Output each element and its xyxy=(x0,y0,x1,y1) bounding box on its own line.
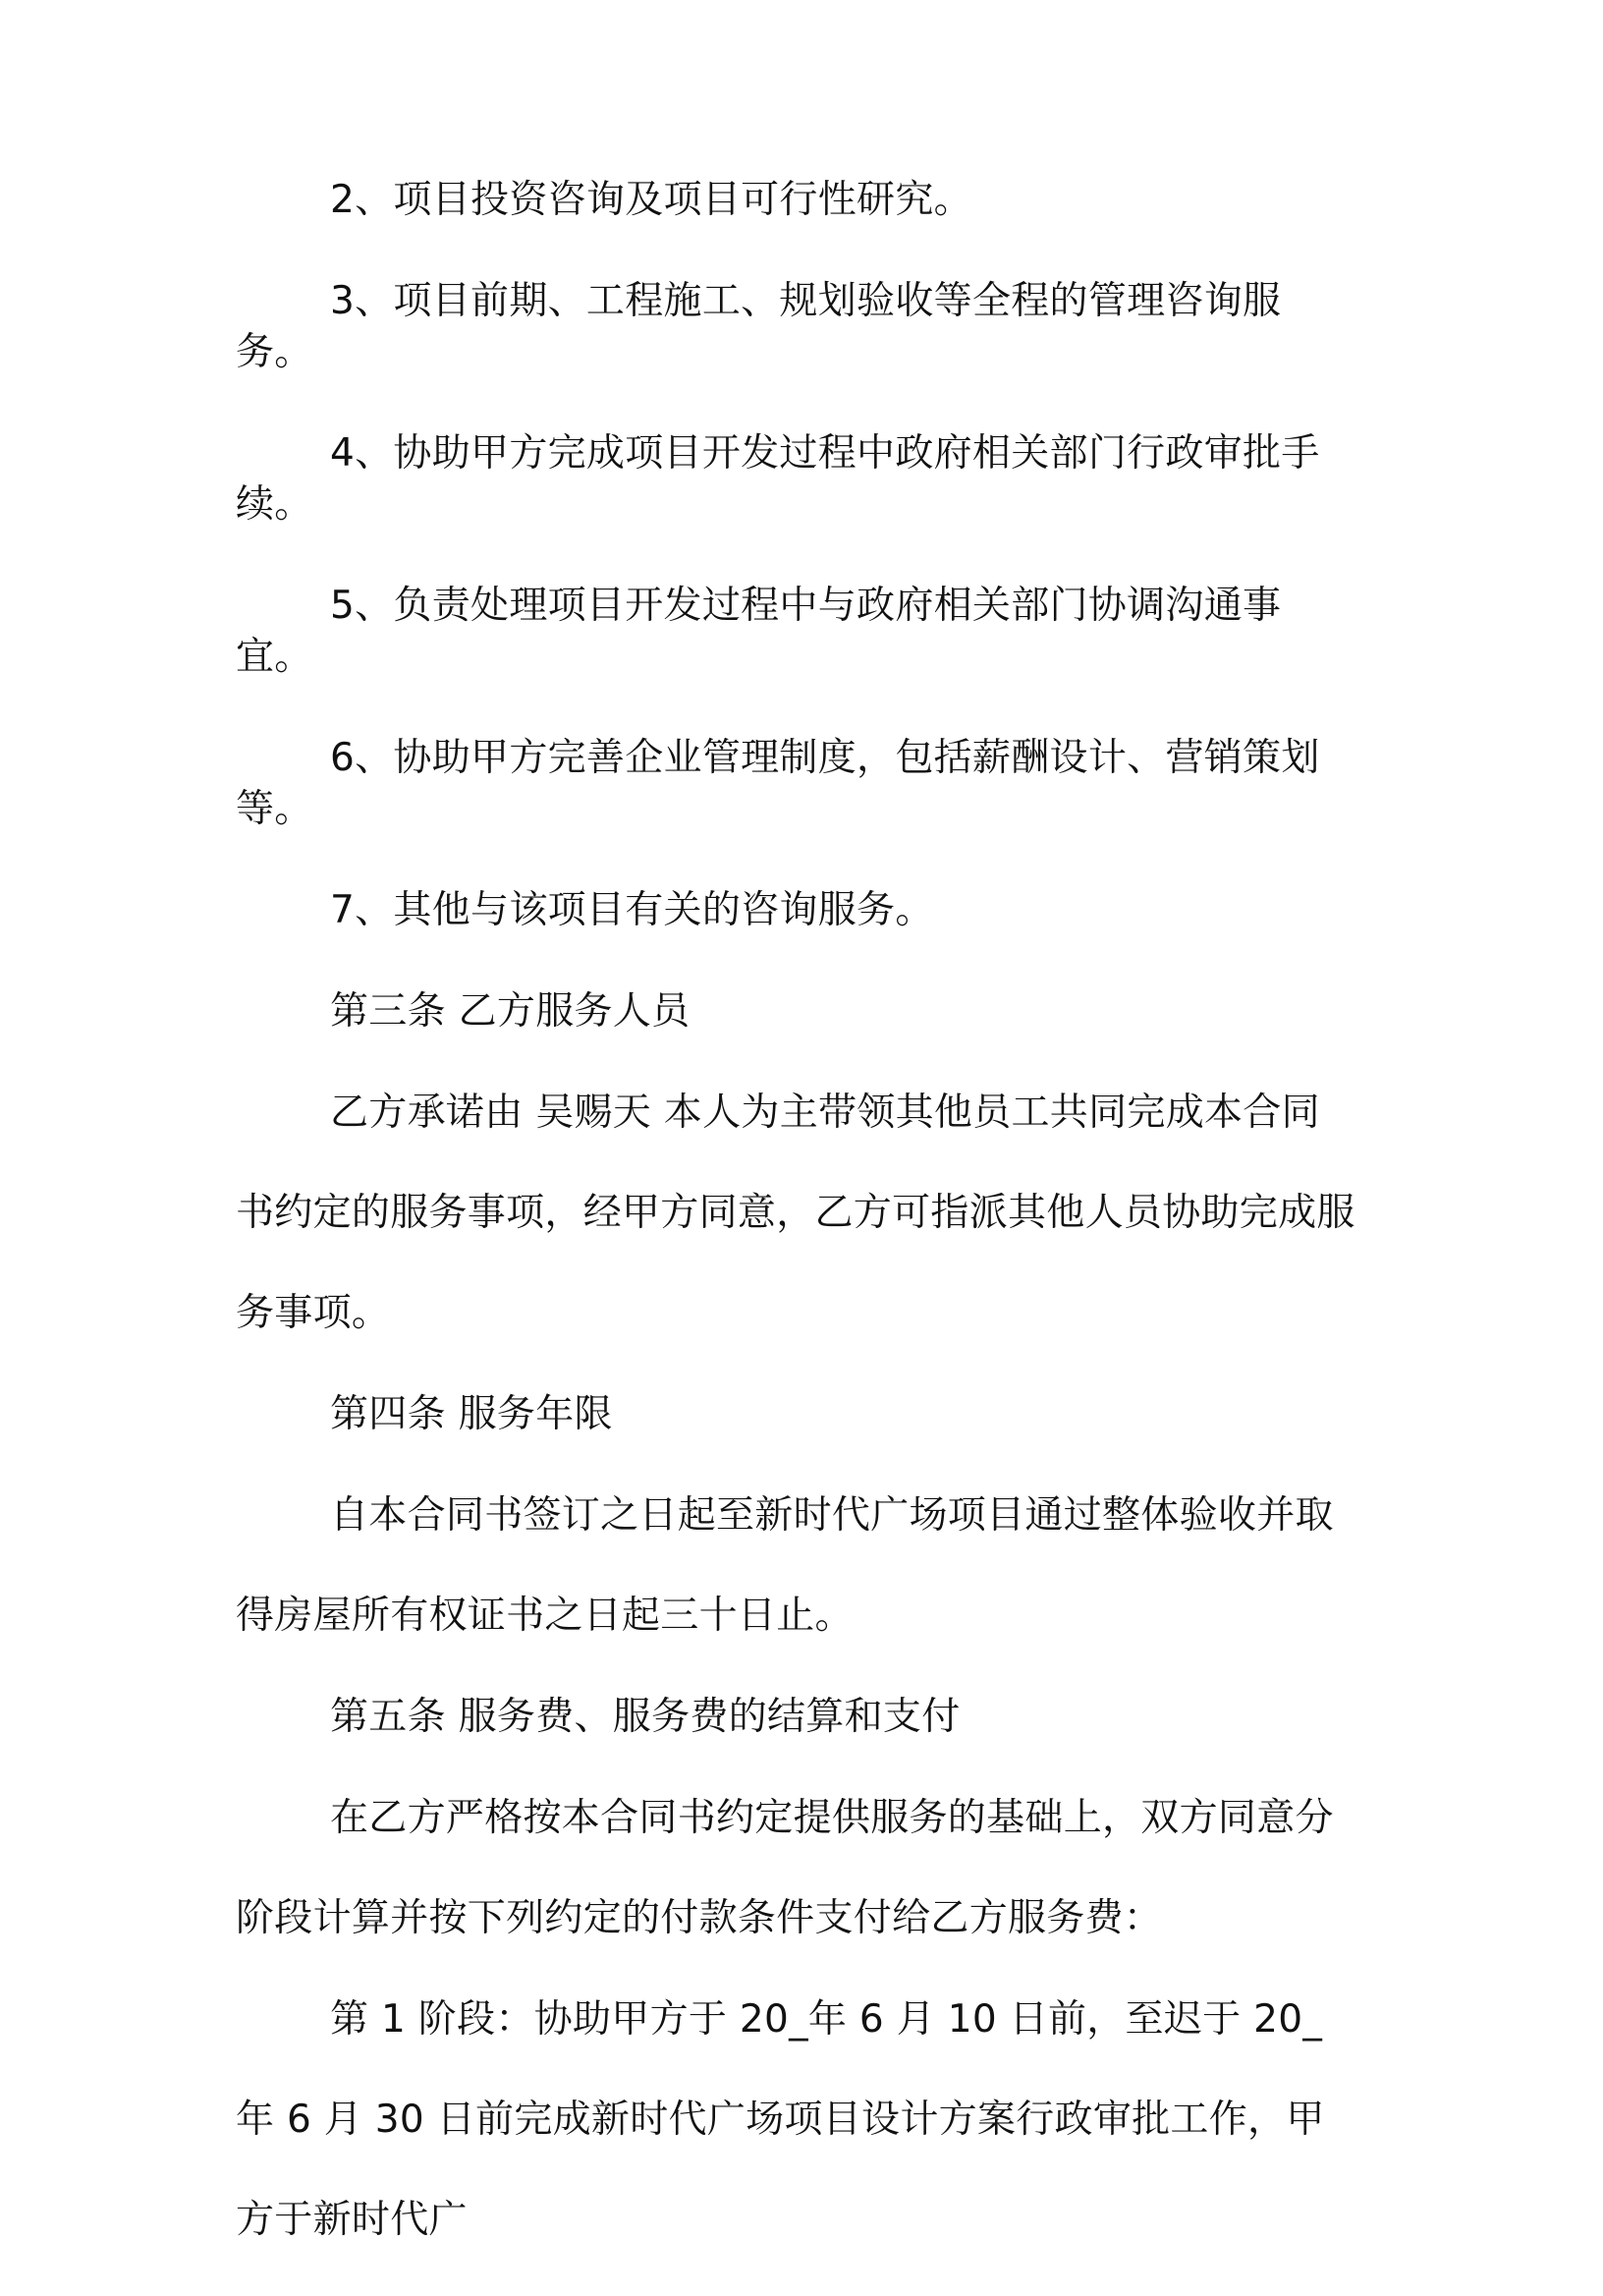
paragraph-phase-1: 第 1 阶段：协助甲方于 20_年 6 月 10 日前，至迟于 20_年 6 月 30 日前完成新时代广场项目设计方案行政审批工作，甲方于新时代广 xyxy=(236,1997,1325,2242)
paragraph-fee-settlement: 在乙方严格按本合同书约定提供服务的基础上，双方同意分阶段计算并按下列约定的付款条件支付给乙方服务费： xyxy=(236,1796,1334,1940)
paragraph-item-5: 5、负责处理项目开发过程中与政府相关部门协调沟通事宜。 xyxy=(236,584,1282,679)
paragraph-service-term: 自本合同书签订之日起至新时代广场项目通过整体验收并取得房屋所有权证书之日起三十日止。 xyxy=(236,1493,1334,1638)
section-heading-article-5: 第五条 服务费、服务费的结算和支付 xyxy=(330,1695,961,1739)
document-body xyxy=(236,175,1355,2296)
paragraph-item-2: 2、项目投资咨询及项目可行性研究。 xyxy=(330,178,972,222)
paragraph-item-3: 3、项目前期、工程施工、规划验收等全程的管理咨询服务。 xyxy=(236,279,1282,374)
section-heading-article-3: 第三条 乙方服务人员 xyxy=(330,989,691,1034)
paragraph-item-7: 7、其他与该项目有关的咨询服务。 xyxy=(330,888,934,932)
paragraph-item-6: 6、协助甲方完善企业管理制度，包括薪酬设计、营销策划等。 xyxy=(236,736,1320,831)
paragraph-item-4: 4、协助甲方完成项目开发过程中政府相关部门行政审批手续。 xyxy=(236,431,1320,527)
paragraph-service-personnel: 乙方承诺由 吴赐天 本人为主带领其他员工共同完成本合同书约定的服务事项，经甲方同意，乙方可指派其他人员协助完成服务事项。 xyxy=(236,1091,1355,1335)
section-heading-article-4: 第四条 服务年限 xyxy=(330,1392,613,1436)
